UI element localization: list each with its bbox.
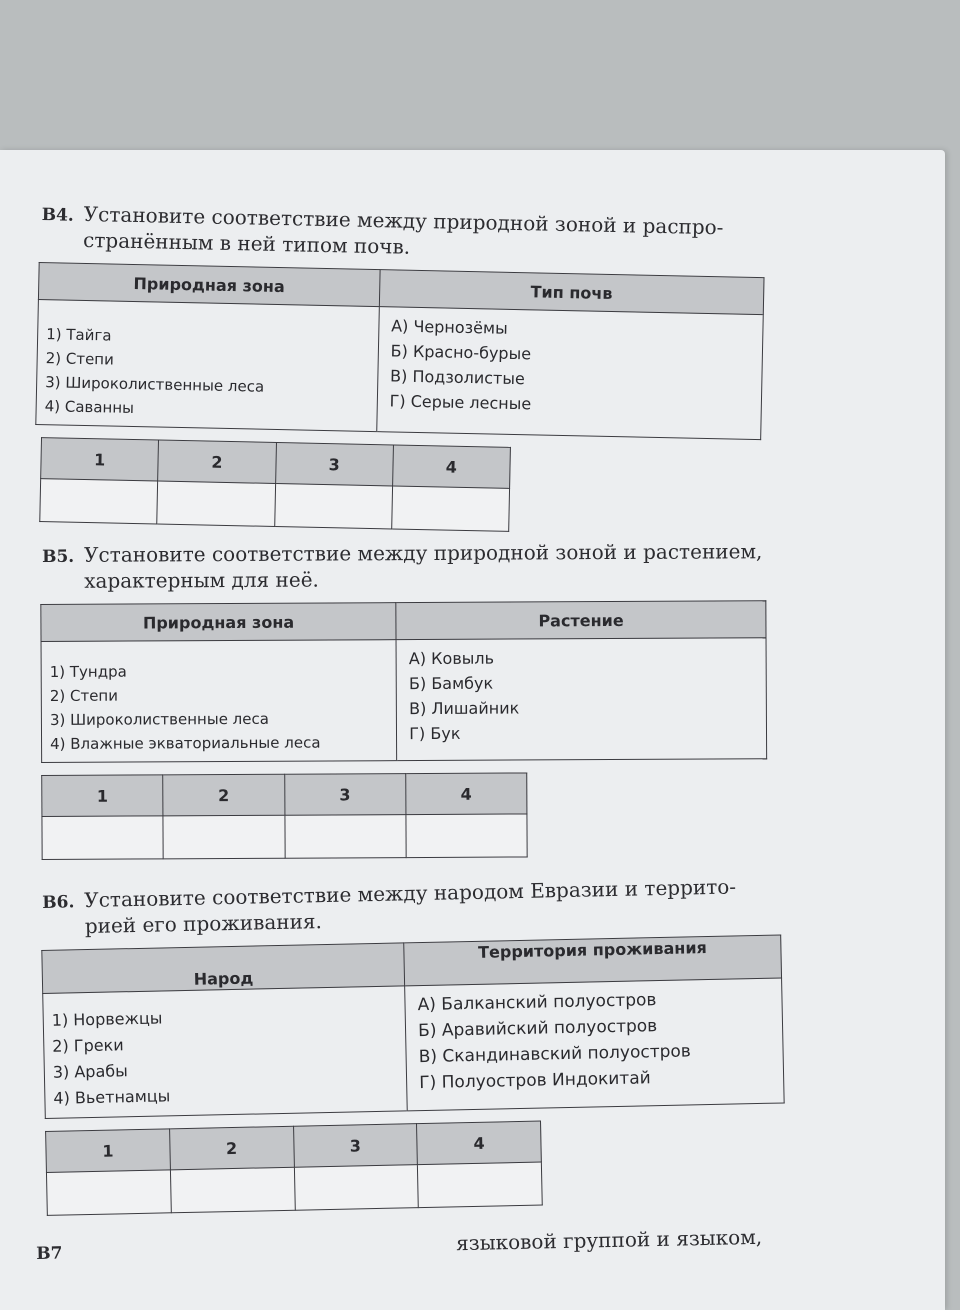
answer-header: 3 [293,1124,418,1168]
list-item: 1) Тундра [49,662,127,681]
matching-table [40,600,767,763]
answer-cell[interactable] [170,1167,295,1213]
matching-table [41,934,784,1118]
list-item: Г) Полуостров Индокитай [419,1068,651,1094]
list-item: Г) Серые лесные [389,391,532,414]
left-list [36,299,379,431]
answer-cell[interactable] [163,815,284,859]
list-item: В) Скандинавский полуостров [418,1041,692,1068]
answer-header: 3 [275,442,393,485]
list-item: 4) Вьетнамцы [53,1086,171,1108]
list-item: Г) Бук [409,723,461,744]
list-item: А) Ковыль [408,648,495,669]
list-item: 4) Саванны [44,397,135,418]
answer-cell[interactable] [391,486,509,531]
task-b4 [33,200,780,537]
task-b6 [40,873,787,1216]
right-column-header: Тип почв [379,270,764,315]
answer-header: 1 [46,1129,171,1173]
list-item: 3) Арабы [52,1061,128,1082]
list-item: 2) Греки [52,1035,124,1056]
answer-header: 2 [158,440,276,483]
answer-cell[interactable] [294,1165,419,1211]
list-item: 2) Степи [45,349,115,369]
answer-header: 1 [41,438,159,481]
left-column-header: Природная зона [41,603,396,642]
task-number: B7 [36,1243,63,1264]
answer-header: 1 [42,775,163,817]
list-item: 1) Норвежцы [51,1008,163,1030]
list-item: Б) Бамбук [408,673,494,694]
list-item: А) Чернозёмы [390,316,508,338]
answer-cell[interactable] [418,1162,543,1208]
list-item: 1) Тайга [46,325,112,345]
answer-header: 2 [163,774,284,816]
right-column-header: Растение [396,601,766,640]
left-list [43,986,408,1119]
task-b5-header [40,538,780,594]
answer-cell[interactable] [274,483,392,528]
right-list [396,638,766,761]
matching-table [35,262,764,440]
answer-table [41,772,527,860]
right-list [405,978,784,1111]
answer-header: 4 [417,1121,542,1165]
task-b5 [40,538,782,860]
answer-cell[interactable] [46,1170,171,1216]
task-prompt-partial: языковой группой и языком, [455,1224,763,1256]
list-item: В) Подзолистые [389,366,526,389]
answer-table [45,1121,543,1216]
list-item: Б) Аравийский полуостров [417,1016,658,1042]
task-number: B6. [42,892,75,913]
task-prompt: Установите соответствие между природной зоной и растением, характерным для неё. [84,539,763,593]
task-prompt: Установите соответствие между природной зоной и распро-странённым в ней типом почв. [82,201,724,259]
answer-header: 4 [405,773,526,815]
list-item: Б) Красно-бурые [390,341,532,364]
answer-cell[interactable] [157,481,275,526]
answer-table [39,437,511,532]
right-list [376,307,763,440]
answer-header: 2 [169,1126,294,1170]
left-list [41,640,397,763]
right-column-header: Территория проживания [404,935,782,986]
answer-cell[interactable] [42,816,163,860]
task-number: B5. [42,546,75,567]
list-item: 2) Степи [49,686,119,705]
list-item: 3) Широколиственные леса [44,373,265,396]
task-number: B4. [41,205,75,226]
list-item: 3) Широколиственные леса [49,709,269,729]
answer-header: 4 [392,445,510,488]
answer-header: 3 [284,774,405,816]
list-item: 4) Влажные экваториальные леса [50,733,321,753]
list-item: А) Балканский полуостров [417,990,657,1016]
task-prompt: Установите соответствие между народом Евразии и террито-рией его проживания. [84,874,737,939]
list-item: В) Лишайник [409,698,520,719]
left-column-header: Народ [42,943,405,994]
answer-cell[interactable] [40,479,158,524]
answer-cell[interactable] [284,815,405,859]
left-column-header: Природная зона [38,262,379,306]
answer-cell[interactable] [406,814,527,858]
